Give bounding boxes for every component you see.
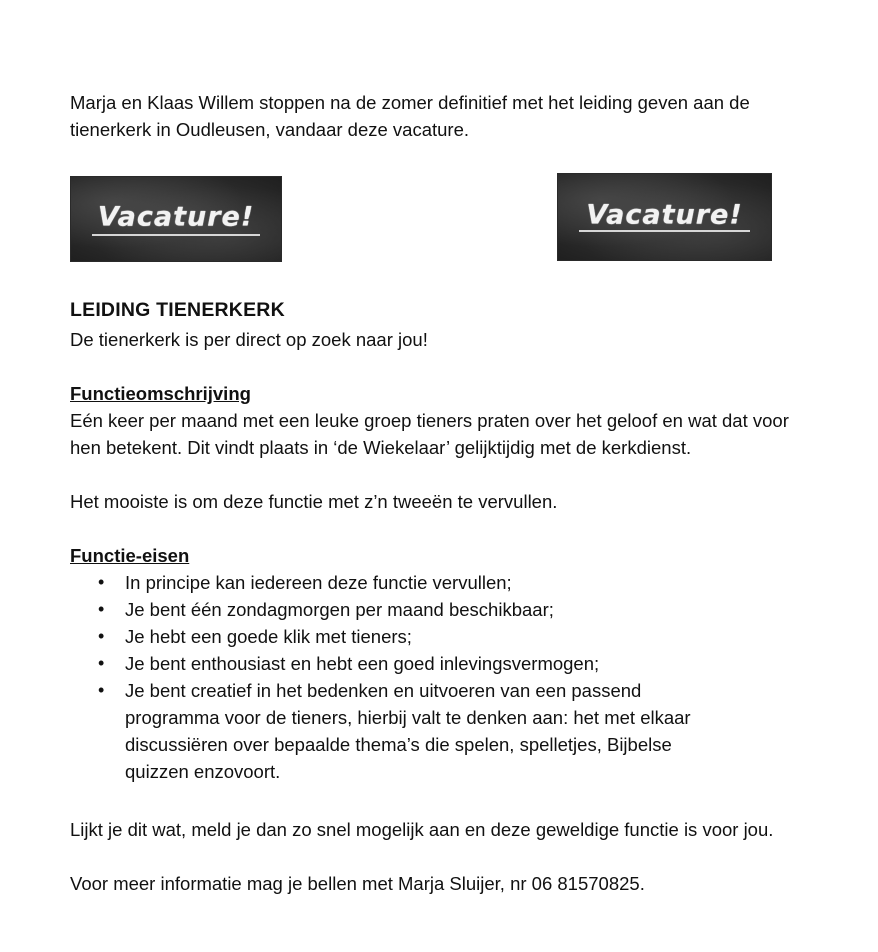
list-item <box>70 650 770 677</box>
vacature-chalkboard-image-left <box>70 176 282 262</box>
chalk-underline <box>92 234 260 236</box>
list-item-text: In principe kan iedereen deze functie vervullen; <box>125 572 512 593</box>
closing-paragraph: Lijkt je dit wat, meld je dan zo snel mogelijk aan en deze geweldige functie is voor jou. <box>70 819 774 840</box>
list-item <box>70 596 770 623</box>
chalkboard-text: Vacature! <box>97 201 255 233</box>
section-title-requirements: Functie-eisen <box>70 545 190 566</box>
intro-paragraph: Marja en Klaas Willem stoppen na de zomer definitief met het leiding geven aan de tienerkerk in Oudleusen, vandaar deze vacature. <box>70 92 750 140</box>
description-paragraph: Eén keer per maand met een leuke groep tieners praten over het geloof en wat dat voor hen betekent. Dit vindt plaats in ‘de Wiekelaar’ gelijktijdig met de kerkdienst. <box>70 410 789 458</box>
list-item-text: Je bent enthousiast en hebt een goed inlevingsvermogen; <box>125 653 600 674</box>
bullet-icon: • <box>98 572 105 592</box>
section-title-description: Functieomschrijving <box>70 383 251 404</box>
contact-paragraph: Voor meer informatie mag je bellen met Marja Sluijer, nr 06 81570825. <box>70 873 645 894</box>
list-item <box>70 569 770 596</box>
chalkboard-text: Vacature! <box>586 199 743 231</box>
page-heading: LEIDING TIENERKERK <box>70 299 285 321</box>
bullet-icon: • <box>98 599 105 619</box>
list-item-text: Je bent creatief in het bedenken en uitvoeren van een passend programma voor de tieners, hierbij valt te denken aan: het met elkaar discussiëren over bepaalde thema’s die spelen, spelletjes, Bijbelse quizzen enzovoort. <box>125 680 691 782</box>
chalk-underline <box>579 230 749 232</box>
vacature-chalkboard-image-right <box>557 173 772 261</box>
bullet-icon: • <box>98 680 105 700</box>
list-item-text: Je bent één zondagmorgen per maand beschikbaar; <box>125 599 554 620</box>
bullet-icon: • <box>98 653 105 673</box>
description-paragraph: Het mooiste is om deze functie met z’n tweeën te vervullen. <box>70 491 558 512</box>
requirements-list <box>70 569 770 785</box>
list-item <box>70 623 770 650</box>
bullet-icon: • <box>98 626 105 646</box>
list-item-text: Je hebt een goede klik met tieners; <box>125 626 412 647</box>
list-item <box>70 677 770 785</box>
subheading: De tienerkerk is per direct op zoek naar jou! <box>70 329 428 350</box>
